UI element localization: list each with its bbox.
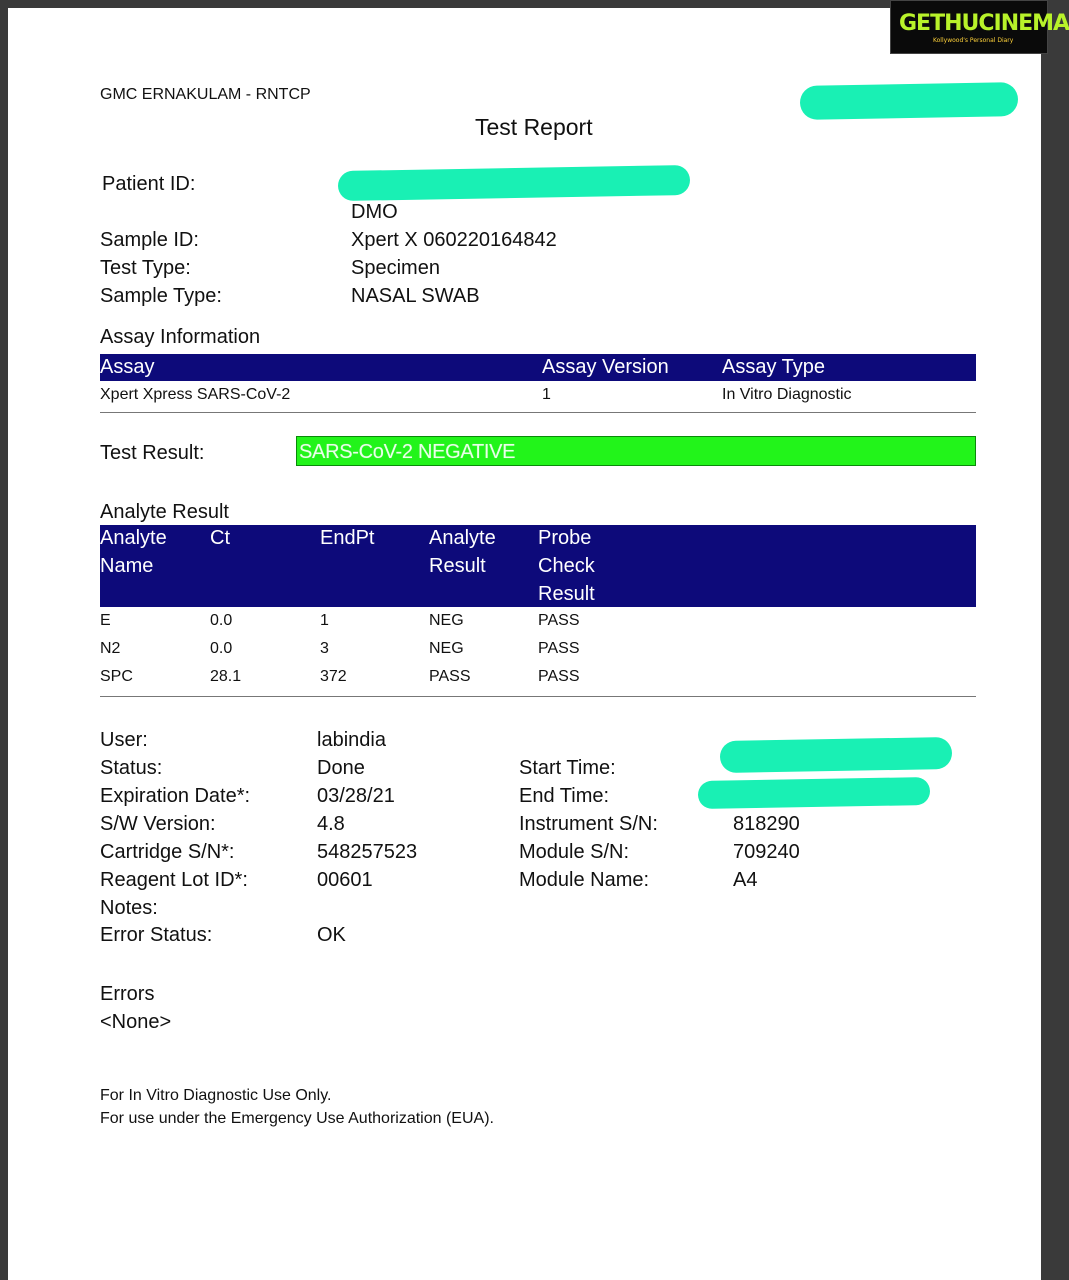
- watermark-name: GETHUCINEMA: [899, 11, 1069, 36]
- analyte-name-header-1: Analyte: [100, 527, 167, 549]
- divider: [100, 412, 976, 413]
- assay-name-cell: Xpert Xpress SARS-CoV-2: [100, 386, 291, 403]
- reagent-lot-label: Reagent Lot ID*:: [100, 869, 248, 891]
- footer-line-2: For use under the Emergency Use Authorization (EUA).: [100, 1110, 494, 1127]
- org-name: GMC ERNAKULAM - RNTCP: [100, 86, 311, 103]
- analyte-result-cell: NEG: [429, 640, 464, 657]
- endpt-cell: 1: [320, 612, 329, 629]
- test-type-value: Specimen: [351, 257, 440, 279]
- end-time-label: End Time:: [519, 785, 610, 807]
- expiration-date-label: Expiration Date*:: [100, 785, 251, 807]
- watermark-tagline: Kollywood's Personal Diary: [933, 37, 1014, 44]
- redaction-mark: [720, 737, 953, 773]
- analyte-name-cell: N2: [100, 640, 121, 657]
- sw-version-label: S/W Version:: [100, 813, 216, 835]
- sample-id-label: Sample ID:: [100, 229, 199, 251]
- assay-version-col-header: Assay Version: [542, 356, 669, 378]
- probe-result-cell: PASS: [538, 640, 580, 657]
- divider: [100, 696, 976, 697]
- assay-type-cell: In Vitro Diagnostic: [722, 386, 852, 403]
- assay-col-header: Assay: [100, 356, 155, 378]
- assay-section-title: Assay Information: [100, 326, 261, 348]
- user-value: labindia: [317, 729, 386, 751]
- probe-result-cell: PASS: [538, 612, 580, 629]
- assay-version-cell: 1: [542, 386, 551, 403]
- notes-label: Notes:: [100, 897, 158, 919]
- assay-type-col-header: Assay Type: [722, 356, 826, 378]
- sw-version-value: 4.8: [317, 813, 345, 835]
- endpt-header: EndPt: [320, 527, 375, 549]
- sample-id-value: Xpert X 060220164842: [351, 229, 557, 251]
- sample-type-value: NASAL SWAB: [351, 285, 480, 307]
- endpt-cell: 3: [320, 640, 329, 657]
- test-result-label: Test Result:: [100, 442, 205, 464]
- test-result-value: SARS-CoV-2 NEGATIVE: [299, 441, 516, 463]
- redaction-mark: [338, 165, 690, 201]
- errors-value: <None>: [100, 1011, 172, 1033]
- analyte-header-bar: [100, 525, 976, 607]
- analyte-name-header-2: Name: [100, 555, 154, 577]
- status-value: Done: [317, 757, 365, 779]
- instrument-sn-label: Instrument S/N:: [519, 813, 658, 835]
- module-sn-value: 709240: [733, 841, 800, 863]
- analyte-result-header-2: Result: [429, 555, 486, 577]
- module-name-label: Module Name:: [519, 869, 650, 891]
- probe-result-cell: PASS: [538, 668, 580, 685]
- cartridge-sn-label: Cartridge S/N*:: [100, 841, 235, 863]
- user-label: User:: [100, 729, 148, 751]
- reagent-lot-value: 00601: [317, 869, 373, 891]
- analyte-name-cell: E: [100, 612, 111, 629]
- probe-header-1: Probe: [538, 527, 592, 549]
- cartridge-sn-value: 548257523: [317, 841, 418, 863]
- ct-cell: 0.0: [210, 612, 233, 629]
- patient-id-value: DMO: [351, 201, 398, 223]
- endpt-cell: 372: [320, 668, 347, 685]
- errors-title: Errors: [100, 983, 155, 1005]
- assay-header-bar: [100, 354, 976, 381]
- probe-header-3: Result: [538, 583, 595, 605]
- report-page: [8, 8, 1041, 1280]
- ct-header: Ct: [210, 527, 230, 549]
- status-label: Status:: [100, 757, 163, 779]
- expiration-date-value: 03/28/21: [317, 785, 395, 807]
- analyte-name-cell: SPC: [100, 668, 133, 685]
- instrument-sn-value: 818290: [733, 813, 800, 835]
- footer-line-1: For In Vitro Diagnostic Use Only.: [100, 1087, 332, 1104]
- start-time-label: Start Time:: [519, 757, 616, 779]
- ct-cell: 0.0: [210, 640, 233, 657]
- analyte-result-cell: NEG: [429, 612, 464, 629]
- test-type-label: Test Type:: [100, 257, 191, 279]
- analyte-result-cell: PASS: [429, 668, 471, 685]
- redaction-mark: [800, 82, 1019, 120]
- probe-header-2: Check: [538, 555, 595, 577]
- redaction-mark: [698, 777, 930, 809]
- watermark-logo: [890, 0, 1069, 54]
- analyte-result-header-1: Analyte: [429, 527, 496, 549]
- module-sn-label: Module S/N:: [519, 841, 630, 863]
- sample-type-label: Sample Type:: [100, 285, 222, 307]
- ct-cell: 28.1: [210, 668, 242, 685]
- test-result-highlight: [296, 436, 976, 466]
- analyte-section-title: Analyte Result: [100, 501, 229, 523]
- report-title: Test Report: [475, 114, 593, 140]
- module-name-value: A4: [733, 869, 758, 891]
- error-status-label: Error Status:: [100, 924, 213, 946]
- patient-id-label: Patient ID:: [102, 173, 196, 195]
- error-status-value: OK: [317, 924, 346, 946]
